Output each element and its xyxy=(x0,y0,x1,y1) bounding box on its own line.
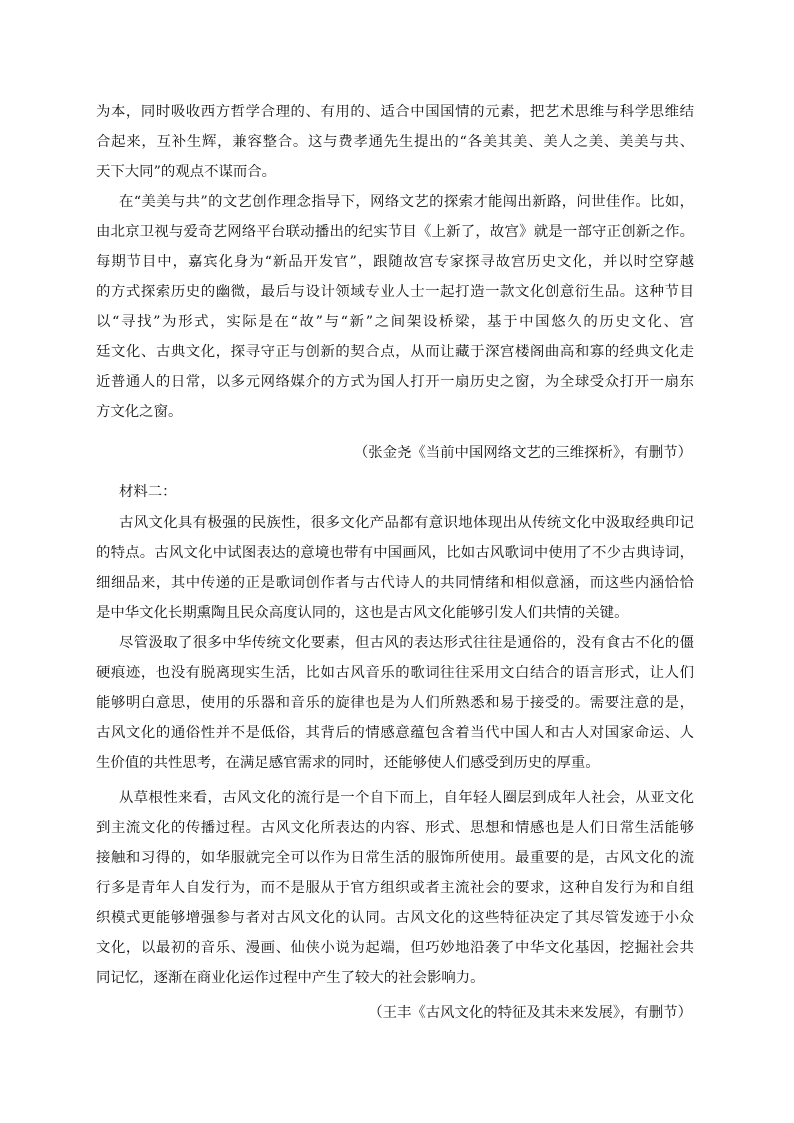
text-line: 合起来，互补生辉，兼容整合。这与费孝通先生提出的“各美其美、美人之美、美美与共、 xyxy=(96,134,694,150)
text-line: 为本，同时吸收西方哲学合理的、有用的、适合中国国情的元素，把艺术思维与科学思维结 xyxy=(96,104,694,120)
source-citation: （王丰《古风文化的特征及其未来发展》，有删节） xyxy=(368,1005,692,1021)
text-line: 天下大同”的观点不谋而合。 xyxy=(96,164,277,180)
text-line: 到主流文化的传播过程。古风文化所表达的内容、形式、思想和情感也是人们日常生活能够 xyxy=(96,820,694,836)
section-heading: 材料二： xyxy=(119,484,177,500)
text-line: 古风文化具有极强的民族性，很多文化产品都有意识地体现出从传统文化中汲取经典印记 xyxy=(119,515,694,531)
text-line: 从草根性来看，古风文化的流行是一个自下而上，自年轻人圈层到成年人社会，从亚文化 xyxy=(119,790,694,806)
source-citation: （张金尧《当前中国网络文艺的三维探析》，有删节） xyxy=(353,445,692,461)
text-line: 廷文化、古典文化，探寻守正与创新的契合点，从而让藏于深宫楼阁曲高和寡的经典文化走 xyxy=(96,344,694,360)
text-line: 古风文化的通俗性并不是低俗，其背后的情感意蕴包含着当代中国人和古人对国家命运、人 xyxy=(96,725,694,741)
text-line: 细细品来，其中传递的正是歌词创作者与古代诗人的共同情绪和相似意涵，而这些内涵恰恰 xyxy=(96,575,694,591)
text-line: 接触和习得的，如华服就完全可以作为日常生活的服饰所使用。最重要的是，古风文化的流 xyxy=(96,850,694,866)
text-line: 织模式更能够增强参与者对古风文化的认同。古风文化的这些特征决定了其尽管发迹于小众 xyxy=(96,910,694,926)
text-line: 文化，以最初的音乐、漫画、仙侠小说为起端，但巧妙地沿袭了中华文化基因，挖掘社会共 xyxy=(96,940,694,956)
text-line: 能够明白意思，使用的乐器和音乐的旋律也是为人们所熟悉和易于接受的。需要注意的是， xyxy=(96,695,694,711)
text-line: 是中华文化长期熏陶且民众高度认同的，这也是古风文化能够引发人们共情的关键。 xyxy=(96,605,629,621)
text-line: 在“美美与共”的文艺创作理念指导下，网络文艺的探索才能闯出新路，问世佳作。比如， xyxy=(119,194,694,210)
text-line: 硬痕迹，也没有脱离现实生活，比如古风音乐的歌词往往采用文白结合的语言形式，让人们 xyxy=(96,665,694,681)
text-line: 生价值的共性思考，在满足感官需求的同时，还能够使人们感受到历史的厚重。 xyxy=(96,755,600,771)
text-line: 行多是青年人自发行为，而不是服从于官方组织或者主流社会的要求，这种自发行为和自组 xyxy=(96,880,694,896)
text-line: 近普通人的日常，以多元网络媒介的方式为国人打开一扇历史之窗，为全球受众打开一扇东 xyxy=(96,374,694,390)
text-line: 方文化之窗。 xyxy=(96,404,183,420)
text-line: 的方式探索历史的幽微，最后与设计领域专业人士一起打造一款文化创意衍生品。这种节目 xyxy=(96,284,694,300)
text-line: 由北京卫视与爱奇艺网络平台联动播出的纪实节目《上新了，故宫》就是一部守正创新之作。 xyxy=(96,224,694,240)
text-line: 以“寻找”为形式，实际是在“故”与“新”之间架设桥梁，基于中国悠久的历史文化、宫 xyxy=(96,314,694,330)
text-line: 尽管汲取了很多中华传统文化要素，但古风的表达形式往往是通俗的，没有食古不化的僵 xyxy=(119,635,694,651)
text-line: 的特点。古风文化中试图表达的意境也带有中国画风，比如古风歌词中使用了不少古典诗词， xyxy=(96,545,694,561)
text-line: 同记忆，逐渐在商业化运作过程中产生了较大的社会影响力。 xyxy=(96,970,485,986)
text-line: 每期节目中，嘉宾化身为“新品开发官”，跟随故宫专家探寻故宫历史文化，并以时空穿越 xyxy=(96,254,694,270)
